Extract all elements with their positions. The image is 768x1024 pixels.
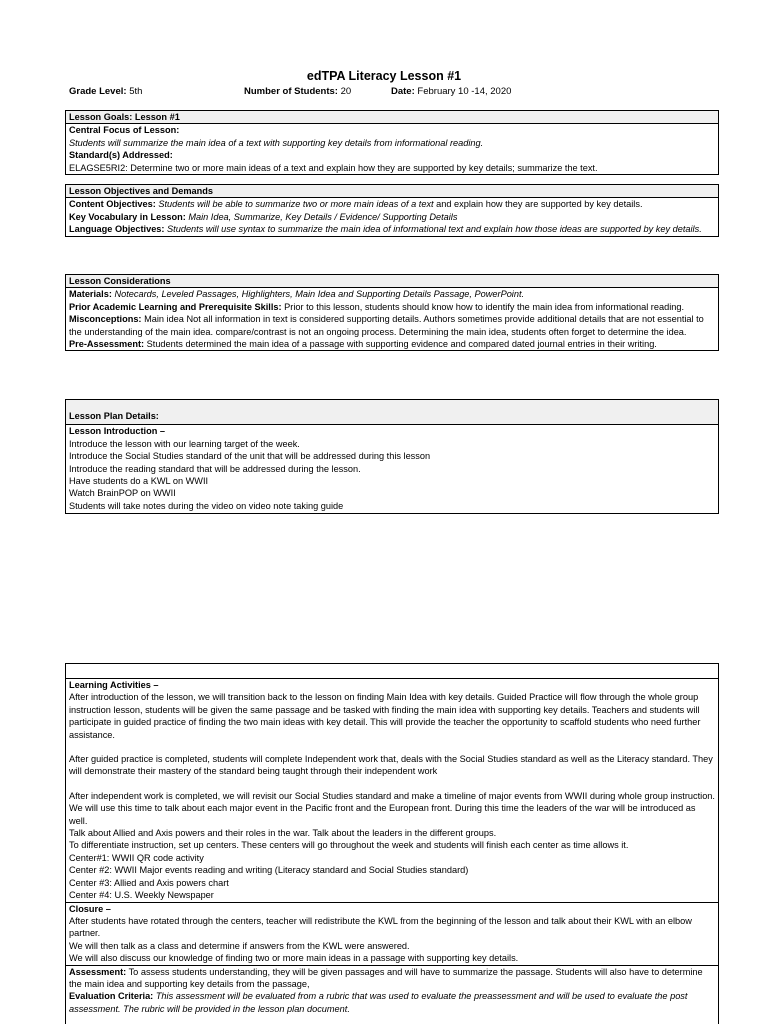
lesson-goals-box [65, 110, 719, 175]
standards-text: ELAGSE5RI2: Determine two or more main ideas of a text and explain how they are supported by key details; summarize the text. [69, 162, 598, 173]
lesson-objectives-box [65, 184, 719, 237]
closure-line: We will also discuss our knowledge of finding two or more main ideas in a passage with supporting key details. [69, 953, 519, 964]
learning-activities-box [65, 663, 719, 1024]
intro-line: Introduce the lesson with our learning target of the week. [69, 438, 300, 449]
lesson-goals-header: Lesson Goals: Lesson #1 [66, 111, 718, 124]
evaluation-criteria [69, 990, 715, 1015]
center-item: Center #3: Allied and Axis powers chart [69, 877, 229, 888]
grade-level [69, 86, 142, 97]
misconceptions-label: Misconceptions: [69, 314, 142, 325]
assessment [69, 966, 715, 991]
assessment-section [66, 965, 718, 1016]
activities-paragraph: After guided practice is completed, students will complete Independent work that, deals with the Social Studies standard as well as the Literacy standard. They will demonstrate their mastery of the standard being taught through their independent work [69, 754, 713, 777]
center-item: Center #2: WWII Major events reading and writing (Literacy standard and Social Studies standard) [69, 865, 469, 876]
content-objectives-rest: and explain how they are supported by key details. [433, 199, 643, 210]
learning-activities-label: Learning Activities – [69, 680, 159, 690]
central-focus-label: Central Focus of Lesson: [69, 125, 180, 136]
evaluation-criteria-label: Evaluation Criteria: [69, 991, 154, 1002]
materials-label: Materials: [69, 289, 112, 300]
assessment-label: Assessment: [69, 966, 127, 977]
evaluation-criteria-text: This assessment will be evaluated from a rubric that was used to evaluate the preassessment and will be used to evaluate the post assessment. The rubric will be provided in the lesson plan document. [69, 991, 688, 1014]
lesson-plan-header: Lesson Plan Details: [66, 400, 718, 425]
activities-paragraph: After introduction of the lesson, we will transition back to the lesson on finding Main Idea with key details. Guided Practice will flow through the whole group instruction lesson, students will be given the same passage and be tasked with finding the main idea with supporting key details. Teachers and students will participate in guided practice of finding the two main ideas with key detail. This will provide the teacher the opportunity to scaffold students who need further assistance. [69, 692, 701, 740]
document-title: edTPA Literacy Lesson #1 [306, 69, 462, 83]
students-label: Number of Students: [244, 86, 338, 97]
content-objectives-italic: Students will be able to summarize two or more main ideas of a text [158, 199, 434, 210]
misconceptions-text: Main idea Not all information in text is considered supporting details. Authors sometimes provide additional details that are not essential to the understanding of the main idea. compare/contrast is not an ongoing process. Determining the main idea, students often forget to determine the idea. [69, 314, 704, 337]
number-of-students [244, 86, 351, 97]
materials [69, 288, 715, 300]
lesson-date [391, 86, 511, 97]
intro-line: Students will take notes during the video on video note taking guide [69, 500, 344, 511]
key-vocabulary-text: Main Idea, Summarize, Key Details / Evidence/ Supporting Details [188, 211, 458, 222]
activities-paragraph: After independent work is completed, we will revisit our Social Studies standard and make a timeline of major events from WWII during whole group instruction. We will use this time to talk about each major event in the Pacific front and the European front. During this time the leaders of the war will be introduced as well. [69, 790, 715, 826]
activities-paragraph: To differentiate instruction, set up centers. These centers will go throughout the week and students will finish each center as time allows it. [69, 840, 629, 851]
blank-header-row [66, 664, 718, 679]
language-objectives-text: Students will use syntax to summarize the main idea of informational text and explain how those ideas are supported by key details. [167, 224, 702, 235]
grade-level-value: 5th [129, 86, 143, 97]
misconceptions [69, 313, 715, 338]
assessment-text: To assess students understanding, they will be given passages and will have to summarize the passage. Students will also have to determine the main idea and supporting key details from the passage, [69, 966, 703, 989]
prior-learning-label: Prior Academic Learning and Prerequisite Skills: [69, 301, 282, 312]
language-objectives-label: Language Objectives: [69, 224, 165, 235]
lesson-considerations-box [65, 274, 719, 351]
center-item: Center #4: U.S. Weekly Newspaper [69, 890, 214, 901]
students-value: 20 [340, 86, 352, 97]
intro-line: Introduce the reading standard that will be addressed during the lesson. [69, 463, 361, 474]
language-objectives [69, 223, 715, 235]
grade-level-label: Grade Level: [69, 86, 127, 97]
introduction-label: Lesson Introduction – [69, 426, 165, 437]
pre-assessment-label: Pre-Assessment: [69, 339, 145, 350]
activities-paragraph: Talk about Allied and Axis powers and their roles in the war. Talk about the leaders in the different groups. [69, 828, 497, 839]
lesson-considerations-header: Lesson Considerations [66, 275, 718, 288]
date-value: February 10 -14, 2020 [417, 86, 512, 97]
key-vocabulary-label: Key Vocabulary in Lesson: [69, 211, 186, 222]
prior-learning [69, 301, 715, 313]
closure-section [66, 902, 718, 965]
center-item: Center#1: WWII QR code activity [69, 852, 204, 863]
intro-line: Watch BrainPOP on WWII [69, 488, 176, 499]
closure-paragraph: After students have rotated through the centers, teacher will redistribute the KWL from the beginning of the lesson and talk about their KWL with an elbow partner. [69, 915, 692, 939]
key-vocabulary [69, 211, 715, 223]
content-objectives [69, 198, 715, 210]
closure-line: We will then talk as a class and determine if answers from the KWL were answered. [69, 940, 410, 951]
lesson-plan-box [65, 399, 719, 514]
central-focus-text: Students will summarize the main idea of a text with supporting key details from informational reading. [69, 137, 484, 148]
prior-learning-text: Prior to this lesson, students should know how to identify the main idea from informational reading. [284, 301, 685, 312]
intro-line: Have students do a KWL on WWII [69, 476, 209, 487]
closure-label: Closure – [69, 903, 111, 914]
date-label: Date: [391, 86, 415, 97]
content-objectives-label: Content Objectives: [69, 199, 156, 210]
materials-text: Notecards, Leveled Passages, Highlighters, Main Idea and Supporting Details Passage, PowerPoint. [114, 289, 525, 300]
pre-assessment-text: Students determined the main idea of a passage with supporting evidence and compared dated journal entries in their writing. [146, 339, 657, 350]
pre-assessment [69, 338, 715, 350]
standards-label: Standard(s) Addressed: [69, 150, 173, 161]
intro-line: Introduce the Social Studies standard of the unit that will be addressed during this lesson [69, 451, 431, 462]
lesson-objectives-header: Lesson Objectives and Demands [66, 185, 718, 198]
